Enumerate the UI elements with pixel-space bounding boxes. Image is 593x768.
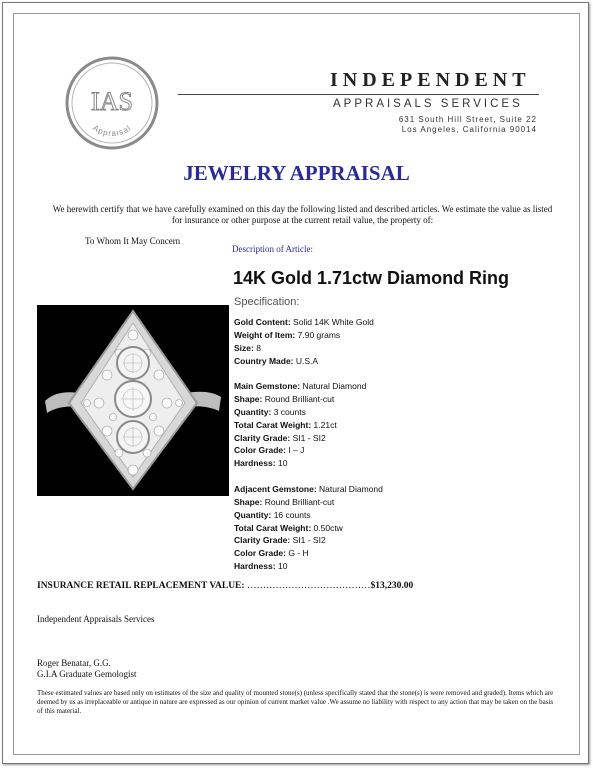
spec-value: Natural Diamond — [302, 381, 367, 392]
spec-label: Color Grade — [234, 548, 284, 559]
disclaimer: These estimated values are based only on estimates of the size and quality of mounted stone(s) (unless specifically stated that the stone(s) is were removed and graded). Items which are deemed by us as irreplaceable or antique in nature are expressed as our opinion of current market value .We assume no liability with respect to any action that may be taken on the basis of this material. — [37, 689, 554, 715]
spec-value: 8 — [256, 342, 261, 353]
specification-label: Specification: — [234, 296, 300, 308]
spec-label: Size — [234, 342, 252, 353]
insurance-amount: $13,230.00 — [370, 581, 414, 591]
specifications-list — [234, 316, 383, 573]
spec-main-color: Color Grade: I – J — [234, 445, 305, 456]
recipient: To Whom It May Concern — [85, 236, 181, 246]
insurance-label: INSURANCE RETAIL REPLACEMENT VALUE: — [37, 581, 245, 591]
spec-main-gemstone: Main Gemstone: Natural Diamond — [234, 381, 367, 392]
spec-label: Color Grade — [234, 445, 284, 456]
company-address-line2: Los Angeles, California 90014 — [401, 125, 537, 134]
spec-label: Country Made — [234, 355, 291, 366]
spec-value: 1.21ct — [313, 419, 337, 430]
spec-label: Quantity — [234, 406, 269, 417]
logo-monogram: IAS — [91, 87, 133, 116]
certification-text: We herewith certify that we have carefully examined on this day the following listed and described articles. We estimate the value as listed for insurance or other purpose at the current retail value, the property of: — [52, 204, 553, 225]
spec-main-carat: Total Carat Weight: 1.21ct — [234, 419, 337, 430]
spec-value: G - H — [288, 548, 309, 559]
item-title: 14K Gold 1.71ctw Diamond Ring — [233, 268, 510, 288]
spec-label: Shape — [234, 394, 260, 405]
logo-arc-text: Appraisal — [91, 123, 133, 138]
spec-label: Hardness — [234, 561, 273, 572]
spec-weight: Weight of Item: 7.90 grams — [234, 329, 341, 340]
spec-label: Total Carat Weight — [234, 419, 309, 430]
spec-value: I – J — [288, 445, 305, 456]
spec-label: Gold Content — [234, 317, 288, 327]
spec-adjacent-hardness: Hardness: 10 — [234, 561, 288, 572]
spec-label: Clarity Grade — [234, 535, 288, 546]
spec-adjacent-quantity: Quantity: 16 counts — [234, 509, 311, 520]
spec-adjacent-clarity: Clarity Grade: SI1 - SI2 — [234, 535, 326, 546]
company-address-line1: 631 South Hill Street, Suite 22 — [398, 115, 537, 124]
spec-value: 10 — [277, 458, 288, 469]
spec-value: 16 counts — [273, 509, 311, 520]
company-subtitle: APPRAISALS SERVICES — [333, 98, 523, 110]
spec-value: 7.90 grams — [297, 329, 341, 340]
spec-value: Solid 14K White Gold — [293, 317, 374, 327]
spec-adjacent-shape: Shape: Round Brilliant-cut — [234, 496, 335, 507]
spec-gold-content: Gold Content: Solid 14K White Gold — [234, 317, 374, 327]
signature-company: Independent Appraisals Services — [37, 614, 155, 624]
spec-main-shape: Shape: Round Brilliant-cut — [234, 394, 335, 405]
spec-adjacent-color: Color Grade: G - H — [234, 548, 309, 559]
spec-size: Size: 8 — [234, 342, 261, 353]
spec-label: Shape — [234, 496, 260, 507]
spec-value: SI1 - SI2 — [292, 535, 326, 546]
document-title: JEWELRY APPRAISAL — [183, 161, 410, 185]
spec-main-quantity: Quantity: 3 counts — [234, 406, 306, 417]
spec-label: Hardness — [234, 458, 273, 469]
spec-value: Round Brilliant-cut — [264, 394, 335, 405]
spec-value: U.S.A — [295, 355, 319, 366]
description-label: Description of Article: — [232, 244, 313, 254]
spec-main-hardness: Hardness: 10 — [234, 458, 288, 469]
spec-value: 0.50ctw — [313, 522, 343, 533]
spec-value: 3 counts — [273, 406, 306, 417]
insurance-dots: ………………………………… — [246, 581, 371, 591]
header-rule — [178, 94, 539, 95]
spec-label: Clarity Grade — [234, 432, 288, 443]
spec-label: Total Carat Weight — [234, 522, 309, 533]
spec-value: Natural Diamond — [319, 483, 383, 494]
spec-label: Main Gemstone — [234, 381, 298, 392]
spec-value: SI1 - SI2 — [292, 432, 326, 443]
company-name: INDEPENDENT — [330, 69, 531, 91]
spec-value: 10 — [277, 561, 288, 572]
spec-main-clarity: Clarity Grade: SI1 - SI2 — [234, 432, 326, 443]
spec-label: Quantity — [234, 509, 269, 520]
appraiser-name: Roger Benatar, G.G. — [37, 658, 111, 668]
spec-adjacent-gemstone: Adjacent Gemstone: Natural Diamond — [234, 483, 383, 494]
ring-photo — [37, 305, 229, 496]
spec-value: Round Brilliant-cut — [264, 496, 335, 507]
spec-country: Country Made: U.S.A — [234, 355, 319, 366]
appraiser-title: G.I.A Graduate Gemologist — [37, 669, 137, 679]
ias-logo — [64, 55, 160, 151]
spec-label: Weight of Item — [234, 329, 293, 340]
spec-adjacent-carat: Total Carat Weight: 0.50ctw — [234, 522, 343, 533]
spec-label: Adjacent Gemstone — [234, 483, 314, 494]
insurance-value-line — [37, 581, 413, 591]
